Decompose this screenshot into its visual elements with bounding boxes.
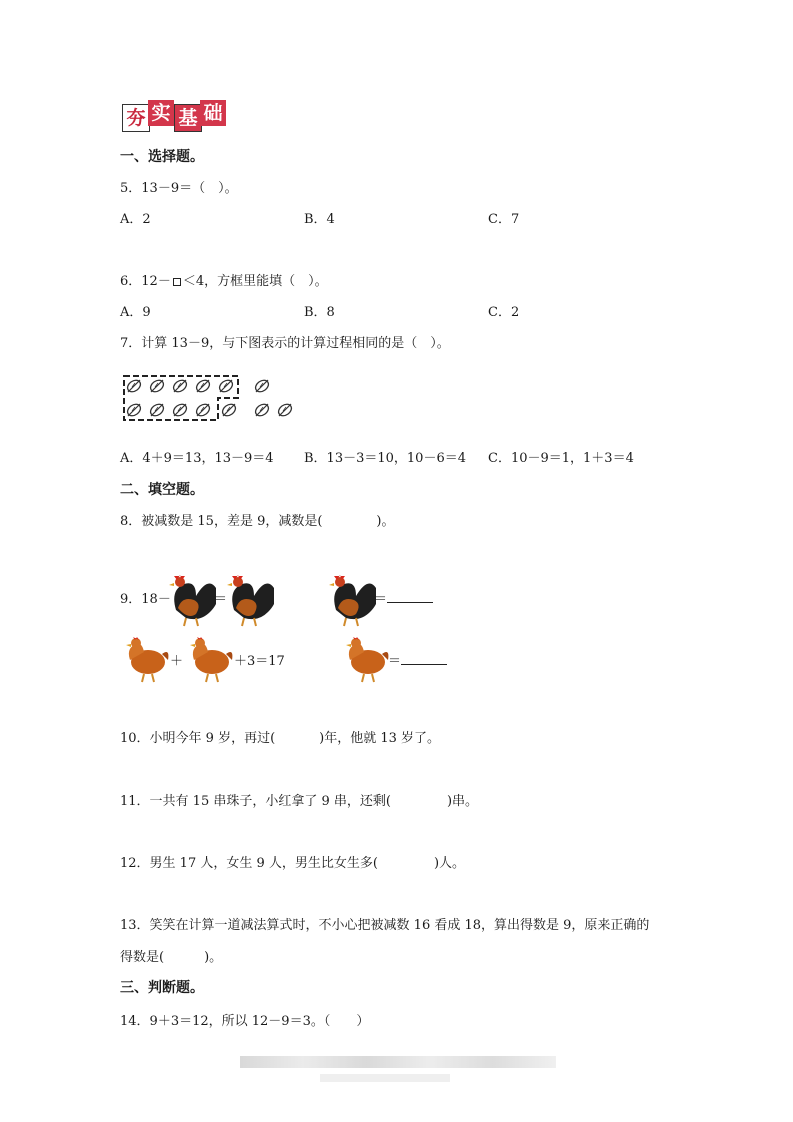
q9-tail: ＋3＝17 xyxy=(234,654,285,669)
answer-blank[interactable] xyxy=(387,602,433,603)
question-11 xyxy=(120,790,478,809)
q9-equals-2-text: ＝ xyxy=(374,592,388,607)
footer-watermark xyxy=(240,1056,556,1068)
q8-text: 8．被减数是 15，差是 9，减数是( xyxy=(120,514,323,529)
question-8 xyxy=(120,510,395,529)
section-heading-choice: 一、选择题。 xyxy=(120,149,204,165)
answer-blank[interactable] xyxy=(401,664,447,665)
q7-option-b: B．13－3＝10，10－6＝4 xyxy=(304,451,466,466)
q9-plus: ＋ xyxy=(170,654,184,669)
question-5: 5．13－9＝（ ）。 xyxy=(120,181,238,196)
question-13-line2 xyxy=(120,946,222,965)
badge-char-2: 实 xyxy=(148,100,174,126)
q6-option-b: B．8 xyxy=(304,305,335,320)
q10-text-end: )年，他就 13 岁了。 xyxy=(319,731,441,746)
hen-icon xyxy=(344,630,392,684)
q6-stem-post: ＜4，方框里能填（ ）。 xyxy=(182,274,328,289)
section-badge xyxy=(120,98,230,132)
q5-option-a: A．2 xyxy=(120,212,151,227)
q11-text: 11．一共有 15 串珠子，小红拿了 9 串，还剩( xyxy=(120,794,391,809)
q10-text: 10．小明今年 9 岁，再过( xyxy=(120,731,276,746)
q9-equals-3-text: ＝ xyxy=(388,654,402,669)
hen-icon xyxy=(124,630,172,684)
q9-equals-1: ＝ xyxy=(214,592,228,607)
rooster-icon xyxy=(166,570,216,628)
q13-text: 得数是( xyxy=(120,950,165,965)
rooster-icon xyxy=(326,570,376,628)
question-7: 7．计算 13－9，与下图表示的计算过程相同的是（ ）。 xyxy=(120,336,450,351)
q12-text-end: )人。 xyxy=(433,856,466,871)
square-box-icon xyxy=(173,278,181,286)
section-heading-fill: 二、填空题。 xyxy=(120,482,204,498)
footer-watermark-2 xyxy=(320,1074,450,1082)
badge-char-1: 夯 xyxy=(122,104,150,132)
q5-option-b: B．4 xyxy=(304,212,335,227)
question-6 xyxy=(120,270,328,289)
question-10 xyxy=(120,727,440,746)
hen-icon xyxy=(188,630,236,684)
question-14: 14．9＋3＝12，所以 12－9＝3。（ ） xyxy=(120,1014,370,1029)
q11-text-end: )串。 xyxy=(446,794,479,809)
q6-option-c: C．2 xyxy=(488,305,520,320)
q9-text-start: 9．18－ xyxy=(120,592,171,607)
leaves-figure xyxy=(120,372,310,426)
badge-char-3: 基 xyxy=(174,104,202,132)
question-13-line1: 13．笑笑在计算一道减法算式时，不小心把被减数 16 看成 18，算出得数是 9，原来正确的 xyxy=(120,918,650,933)
q9-equals-2 xyxy=(374,588,433,607)
q7-option-a: A．4＋9＝13，13－9＝4 xyxy=(120,451,274,466)
rooster-icon xyxy=(224,570,274,628)
q5-option-c: C．7 xyxy=(488,212,520,227)
q6-option-a: A．9 xyxy=(120,305,151,320)
q12-text: 12．男生 17 人，女生 9 人，男生比女生多( xyxy=(120,856,378,871)
q13-text-end: )。 xyxy=(204,950,223,965)
section-heading-judge: 三、判断题。 xyxy=(120,980,204,996)
q6-stem-pre: 6．12－ xyxy=(120,274,171,289)
q8-text-end: )。 xyxy=(376,514,395,529)
q9-equals-3 xyxy=(388,650,447,669)
question-12 xyxy=(120,852,465,871)
badge-char-4: 础 xyxy=(200,100,226,126)
q7-option-c: C．10－9＝1，1＋3＝4 xyxy=(488,451,634,466)
